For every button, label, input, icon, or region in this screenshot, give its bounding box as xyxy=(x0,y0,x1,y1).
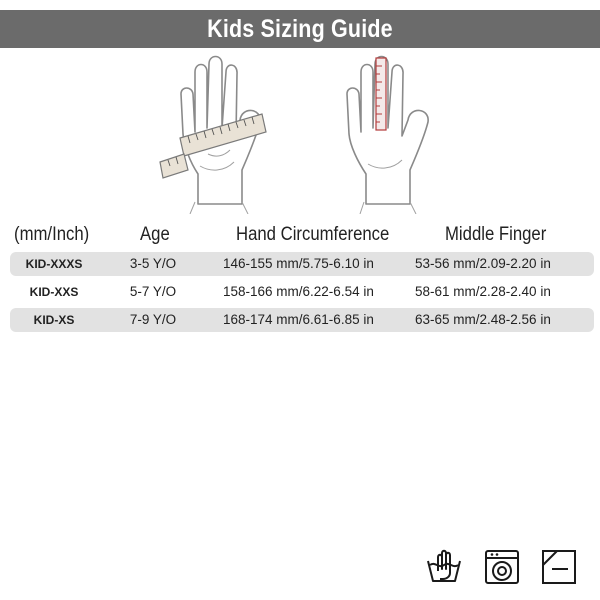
hand-circumference-value: 168-174 mm/6.61-6.85 in xyxy=(223,312,374,327)
column-header-middle-finger: Middle Finger xyxy=(445,224,547,245)
hand-circumference-value: 146-155 mm/5.75-6.10 in xyxy=(223,256,374,271)
age-value: 5-7 Y/O xyxy=(129,284,177,299)
hand-circumference-illustration xyxy=(150,54,290,214)
size-label: KID-XXXS xyxy=(25,257,83,271)
title-banner xyxy=(0,10,600,48)
age-value: 7-9 Y/O xyxy=(129,312,177,327)
column-header-hand-circumference: Hand Circumference xyxy=(236,224,390,245)
table-row xyxy=(10,252,594,276)
middle-finger-illustration xyxy=(330,54,455,214)
tumble-dry-icon xyxy=(484,549,520,585)
middle-finger-value: 53-56 mm/2.09-2.20 in xyxy=(415,256,551,271)
hand-wash-icon xyxy=(426,549,462,585)
age-value: 3-5 Y/O xyxy=(129,256,177,271)
dry-flat-in-shade-icon xyxy=(541,549,577,585)
table-row xyxy=(10,308,594,332)
column-header-size: (mm/Inch) xyxy=(14,224,90,245)
column-header-age: Age xyxy=(140,224,170,245)
middle-finger-value: 63-65 mm/2.48-2.56 in xyxy=(415,312,551,327)
size-label: KID-XXS xyxy=(29,285,79,299)
table-row xyxy=(10,280,594,304)
finger-ruler xyxy=(376,58,386,130)
page-title: Kids Sizing Guide xyxy=(207,14,393,43)
size-label: KID-XS xyxy=(33,313,75,327)
hand-circumference-value: 158-166 mm/6.22-6.54 in xyxy=(223,284,374,299)
middle-finger-value: 58-61 mm/2.28-2.40 in xyxy=(415,284,551,299)
